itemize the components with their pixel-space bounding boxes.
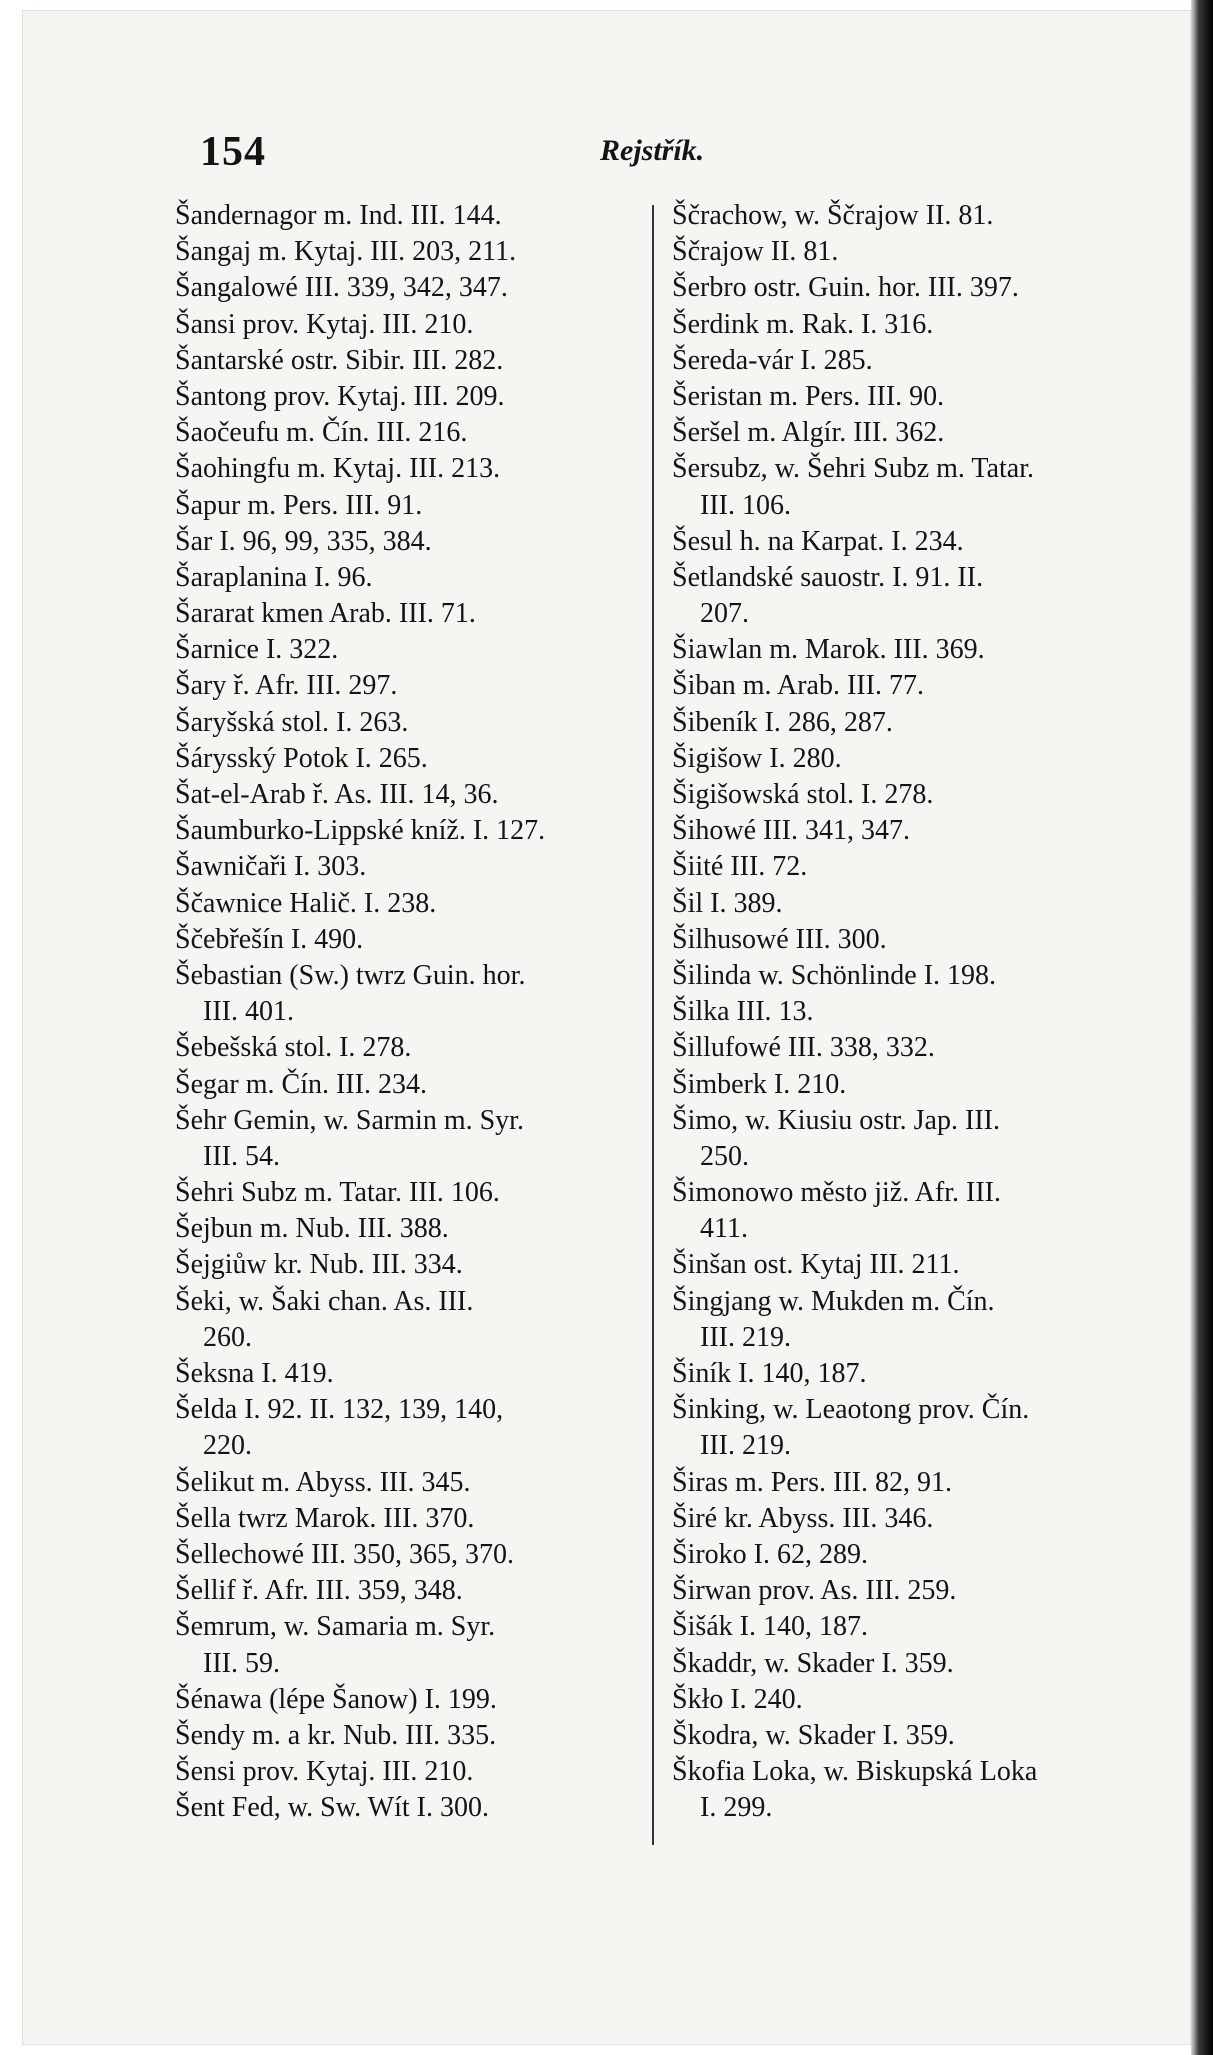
index-entry: Šaraplanina I. 96. <box>175 561 373 593</box>
index-entry: Šilhusowé III. 300. <box>672 923 887 955</box>
index-entry: Šangalowé III. 339, 342, 347. <box>175 272 508 304</box>
index-entry: Šénawa (lépe Šanow) I. 199. <box>175 1683 497 1715</box>
index-entry: Šerdink m. Rak. I. 316. <box>672 308 934 340</box>
index-entry-continuation: 411. <box>700 1213 748 1245</box>
index-entry: Ščrachow, w. Ščrajow II. 81. <box>672 200 994 231</box>
index-entry: Šellif ř. Afr. III. 359, 348. <box>175 1575 463 1607</box>
index-column-left <box>175 198 645 1826</box>
index-entry: Širé kr. Abyss. III. 346. <box>672 1502 934 1534</box>
index-entry: Šetlandské sauostr. I. 91. II. <box>672 561 984 593</box>
index-entry: Šesul h. na Karpat. I. 234. <box>672 525 964 557</box>
index-entry-continuation: III. 219. <box>700 1321 791 1353</box>
scan-edge-shadow <box>1191 0 1213 2055</box>
index-entry: Šapur m. Pers. III. 91. <box>175 489 423 521</box>
index-entry: Šilinda w. Schönlinde I. 198. <box>672 959 997 991</box>
index-entry: Šillufowé III. 338, 332. <box>672 1032 935 1064</box>
index-entry: Šantong prov. Kytaj. III. 209. <box>175 380 505 412</box>
index-entry-continuation: III. 106. <box>700 489 791 521</box>
index-entry: Šimonowo město již. Afr. III. <box>672 1177 1001 1209</box>
index-entry: Šaohingfu m. Kytaj. III. 213. <box>175 453 501 485</box>
page-number: 154 <box>200 129 266 175</box>
index-entry: Šimo, w. Kiusiu ostr. Jap. III. <box>672 1104 1000 1136</box>
index-entry-continuation: III. 219. <box>700 1430 791 1462</box>
page-header <box>200 128 760 188</box>
index-entry: Šišák I. 140, 187. <box>672 1611 868 1643</box>
index-entry: Šangaj m. Kytaj. III. 203, 211. <box>175 236 517 268</box>
index-entry: Šansi prov. Kytaj. III. 210. <box>175 308 474 340</box>
index-entry: Ščebřešín I. 490. <box>175 923 364 955</box>
index-entry: Šandernagor m. Ind. III. 144. <box>175 200 502 231</box>
index-entry: Šella twrz Marok. III. 370. <box>175 1502 475 1534</box>
index-entry-continuation: 220. <box>203 1430 252 1462</box>
index-entry-continuation: III. 54. <box>203 1140 280 1172</box>
index-entry-continuation: III. 401. <box>203 996 294 1028</box>
index-entry: Šigišowská stol. I. 278. <box>672 779 934 810</box>
index-entry: Šaočeufu m. Čín. III. 216. <box>175 417 468 449</box>
index-entry: Šemrum, w. Samaria m. Syr. <box>175 1611 496 1643</box>
index-entry: Šararat kmen Arab. III. 71. <box>175 598 476 630</box>
index-entry: Šil I. 389. <box>672 887 783 919</box>
index-entry: Šinšan ost. Kytaj III. 211. <box>672 1249 960 1281</box>
index-column-right <box>672 198 1152 1826</box>
index-entry: Šawničaři I. 303. <box>175 851 367 883</box>
index-entry: Šigišow I. 280. <box>672 742 842 774</box>
index-entry: Šereda-vár I. 285. <box>672 344 873 376</box>
index-entry: Šinking, w. Leaotong prov. Čín. <box>672 1394 1030 1426</box>
index-entry: Šantarské ostr. Sibir. III. 282. <box>175 344 504 376</box>
index-entry: Ščawnice Halič. I. 238. <box>175 887 437 919</box>
index-entry-continuation: 207. <box>700 598 749 630</box>
index-entry: Široko I. 62, 289. <box>672 1538 868 1570</box>
index-entry: Šejgiůw kr. Nub. III. 334. <box>175 1249 463 1281</box>
index-entry: Šimberk I. 210. <box>672 1068 847 1100</box>
index-entry: Šaumburko-Lippské kníž. I. 127. <box>175 815 546 847</box>
index-entry: Šárysský Potok I. 265. <box>175 742 428 774</box>
index-entry: Širas m. Pers. III. 82, 91. <box>672 1466 952 1498</box>
index-entry: Šejbun m. Nub. III. 388. <box>175 1213 449 1245</box>
index-entry: Šingjang w. Mukden m. Čín. <box>672 1285 995 1317</box>
index-entry: Širwan prov. As. III. 259. <box>672 1575 957 1607</box>
index-entry-continuation: 250. <box>700 1140 749 1172</box>
index-entry: Šary ř. Afr. III. 297. <box>175 670 398 702</box>
index-entry: Šibeník I. 286, 287. <box>672 706 893 738</box>
index-entry: Šilka III. 13. <box>672 996 814 1028</box>
index-entry: Šeksna I. 419. <box>175 1358 334 1389</box>
index-entry: Šehr Gemin, w. Sarmin m. Syr. <box>175 1104 524 1136</box>
index-entry: Šellechowé III. 350, 365, 370. <box>175 1538 515 1570</box>
index-entry: Šelikut m. Abyss. III. 345. <box>175 1466 471 1498</box>
index-entry: Šegar m. Čín. III. 234. <box>175 1068 427 1100</box>
index-entry: Šiník I. 140, 187. <box>672 1358 867 1389</box>
index-entry: Šaryšská stol. I. 263. <box>175 706 409 738</box>
index-entry: Škodra, w. Skader I. 359. <box>672 1719 955 1751</box>
index-entry: Škło I. 240. <box>672 1683 803 1715</box>
index-entry: Šat-el-Arab ř. As. III. 14, 36. <box>175 779 499 810</box>
index-entry: Šebešská stol. I. 278. <box>175 1032 412 1064</box>
index-entry: Šent Fed, w. Sw. Wít I. 300. <box>175 1792 489 1824</box>
index-entry: Šehri Subz m. Tatar. III. 106. <box>175 1177 500 1209</box>
index-entry-continuation: III. 59. <box>203 1647 280 1679</box>
index-entry: Šarnice I. 322. <box>175 634 339 666</box>
index-entry: Šerbro ostr. Guin. hor. III. 397. <box>672 272 1019 304</box>
index-entry: Šebastian (Sw.) twrz Guin. hor. <box>175 959 526 991</box>
index-entry: Šeršel m. Algír. III. 362. <box>672 417 945 449</box>
running-title: Rejstřík. <box>600 134 705 167</box>
index-entry: Škaddr, w. Skader I. 359. <box>672 1647 954 1679</box>
index-entry: Škofia Loka, w. Biskupská Loka <box>672 1756 1038 1788</box>
index-entry: Šiawlan m. Marok. III. 369. <box>672 634 985 666</box>
index-entry: Ščrajow II. 81. <box>672 236 839 268</box>
index-entry-continuation: I. 299. <box>700 1792 773 1824</box>
column-divider <box>652 205 654 1845</box>
index-entry-continuation: 260. <box>203 1321 252 1353</box>
index-entry: Šendy m. a kr. Nub. III. 335. <box>175 1719 497 1751</box>
index-entry: Šeki, w. Šaki chan. As. III. <box>175 1285 474 1317</box>
index-entry: Šihowé III. 341, 347. <box>672 815 910 847</box>
index-entry: Šar I. 96, 99, 335, 384. <box>175 525 432 557</box>
index-entry: Šiban m. Arab. III. 77. <box>672 670 924 702</box>
index-entry: Šeristan m. Pers. III. 90. <box>672 380 945 412</box>
index-entry: Šelda I. 92. II. 132, 139, 140, <box>175 1394 504 1426</box>
index-entry: Šiité III. 72. <box>672 851 808 883</box>
index-entry: Šersubz, w. Šehri Subz m. Tatar. <box>672 453 1034 485</box>
index-entry: Šensi prov. Kytaj. III. 210. <box>175 1756 474 1788</box>
